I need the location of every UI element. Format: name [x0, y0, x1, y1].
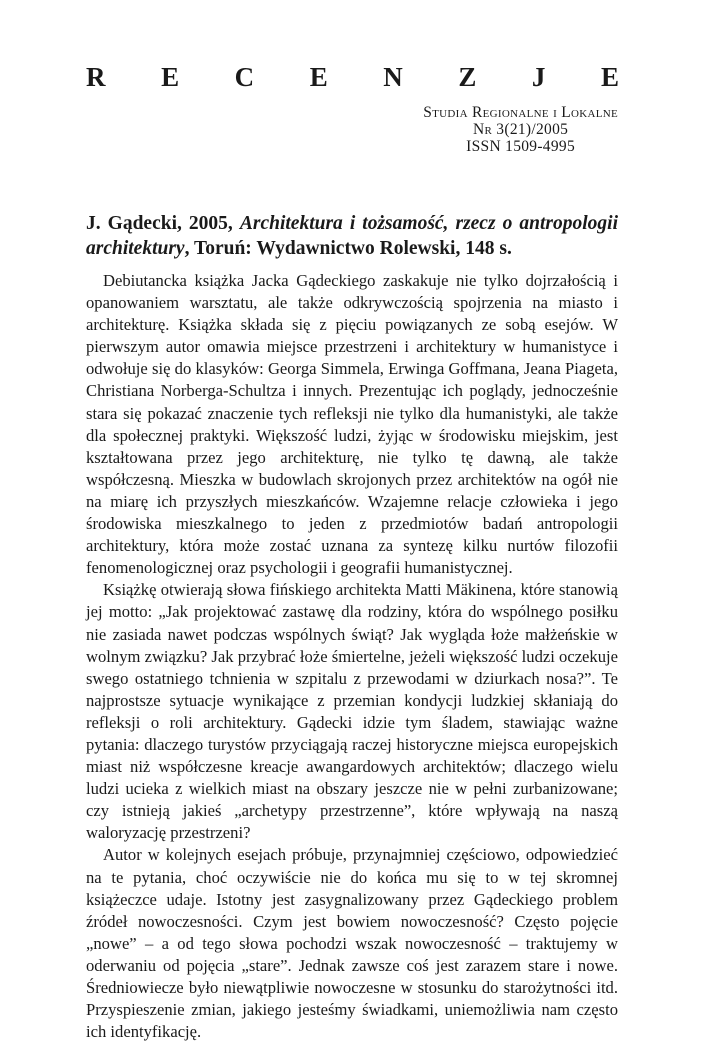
section-letter: N	[383, 62, 403, 92]
section-letter: E	[600, 62, 619, 92]
paragraph: Książkę otwierają słowa fińskiego architekta Matti Mäkinena, które stanowią jej motto: „Jak projektować zastawę dla rodziny, która do wspólnego posiłku nie zasiada nawet podczas wspólnych świąt? Jak wygląda łoże małżeńskie w wolnym związku? Jak przybrać łoże śmiertelne, jeżeli większość ludzi oczekuje swego ostatniego tchnienia w szpitalu z przewodami w dziurkach nosa?”. Te najprostsze sytuacje wynikające z przemian kondycji ludzkiej skłaniają do refleksji o roli architektury. Gądecki idzie tym śladem, stawiając ważne pytania: dlaczego turystów przyciągają raczej historyczne miejsca europejskich miast niż współczesne kreacje awangardowych architektów; dlaczego wielu ludzi ucieka z wielkich miast na obszary jeszcze nie w pełni zurbanizowane; czy istnieją jakieś „archetypy przestrzenne”, które wpływają na naszą waloryzację przestrzeni?	[86, 580, 618, 843]
section-letter: C	[234, 62, 255, 92]
citation-publisher: , Toruń: Wydawnictwo Rolewski, 148 s.	[184, 238, 512, 259]
section-letter: R	[86, 62, 106, 92]
section-title-recenzje	[86, 62, 619, 93]
paragraph: Autor w kolejnych esejach próbuje, przynajmniej częściowo, odpowiedzieć na te pytania, choć oczywiście nie do końca mu się to w tej skromnej książeczce udaje. Istotny jest zasygnalizowany przez Gądeckiego problem źródeł nowoczesności. Czym jest bowiem nowoczesność? Często pojęcie „nowe” – a od tego słowa pochodzi wszak nowoczesność – traktujemy w oderwaniu od pojęcia „stare”. Jednak zawsze coś jest zarazem stare i nowe. Średniowiecze było niewątpliwie nowoczesne w stosunku do starożytności itd. Przyspieszenie zmian, jakiego jesteśmy świadkami, uniemożliwia nam często ich identyfikację.	[86, 845, 618, 1042]
section-letter: J	[531, 62, 546, 92]
journal-issue: Nr 3(21)/2005	[473, 121, 569, 138]
section-letter: E	[309, 62, 328, 92]
journal-name: Studia Regionalne i Lokalne	[423, 104, 618, 121]
journal-issn: ISSN 1509-4995	[466, 138, 576, 155]
paragraph: Debiutancka książka Jacka Gądeckiego zaskakuje nie tylko dojrzałością i opanowaniem warsztatu, ale także odkrywczością spojrzenia na miasto i architekturę. Książka składa się z pięciu powiązanych ze sobą esejów. W pierwszym autor omawia miejsce przestrzeni i architektury w humanistyce i odwołuje się do klasyków: Georga Simmela, Erwinga Goffmana, Jeana Piageta, Christiana Norberga-Schultza i innych. Prezentując ich poglądy, jednocześnie stara się pokazać znaczenie tych refleksji nie tylko dla humanistyki, ale także dla społecznej praktyki. Większość ludzi, żyjąc w środowisku miejskim, jest kształtowana przez jego architekturę, nie tylko tę dawną, ale także współczesną. Mieszka w budowlach skrojonych przez architektów na ogół nie na miarę ich przyszłych mieszkańców. Wzajemne relacje człowieka i jego środowiska mieszkalnego to jeden z przedmiotów badań antropologii architektury, która może zostać uznana za syntezę kilku nurtów filozofii fenomenologicznej oraz psychologii i geografii humanistycznej.	[86, 271, 618, 578]
section-letter: E	[161, 62, 180, 92]
review-body	[86, 270, 618, 1043]
book-citation	[86, 211, 618, 261]
citation-book-title: Architektura i tożsamość, rzecz o antropologii architektury	[86, 213, 619, 259]
citation-author-year: J. Gądecki, 2005,	[86, 213, 240, 234]
section-letter: Z	[458, 62, 477, 92]
journal-info	[423, 104, 618, 155]
